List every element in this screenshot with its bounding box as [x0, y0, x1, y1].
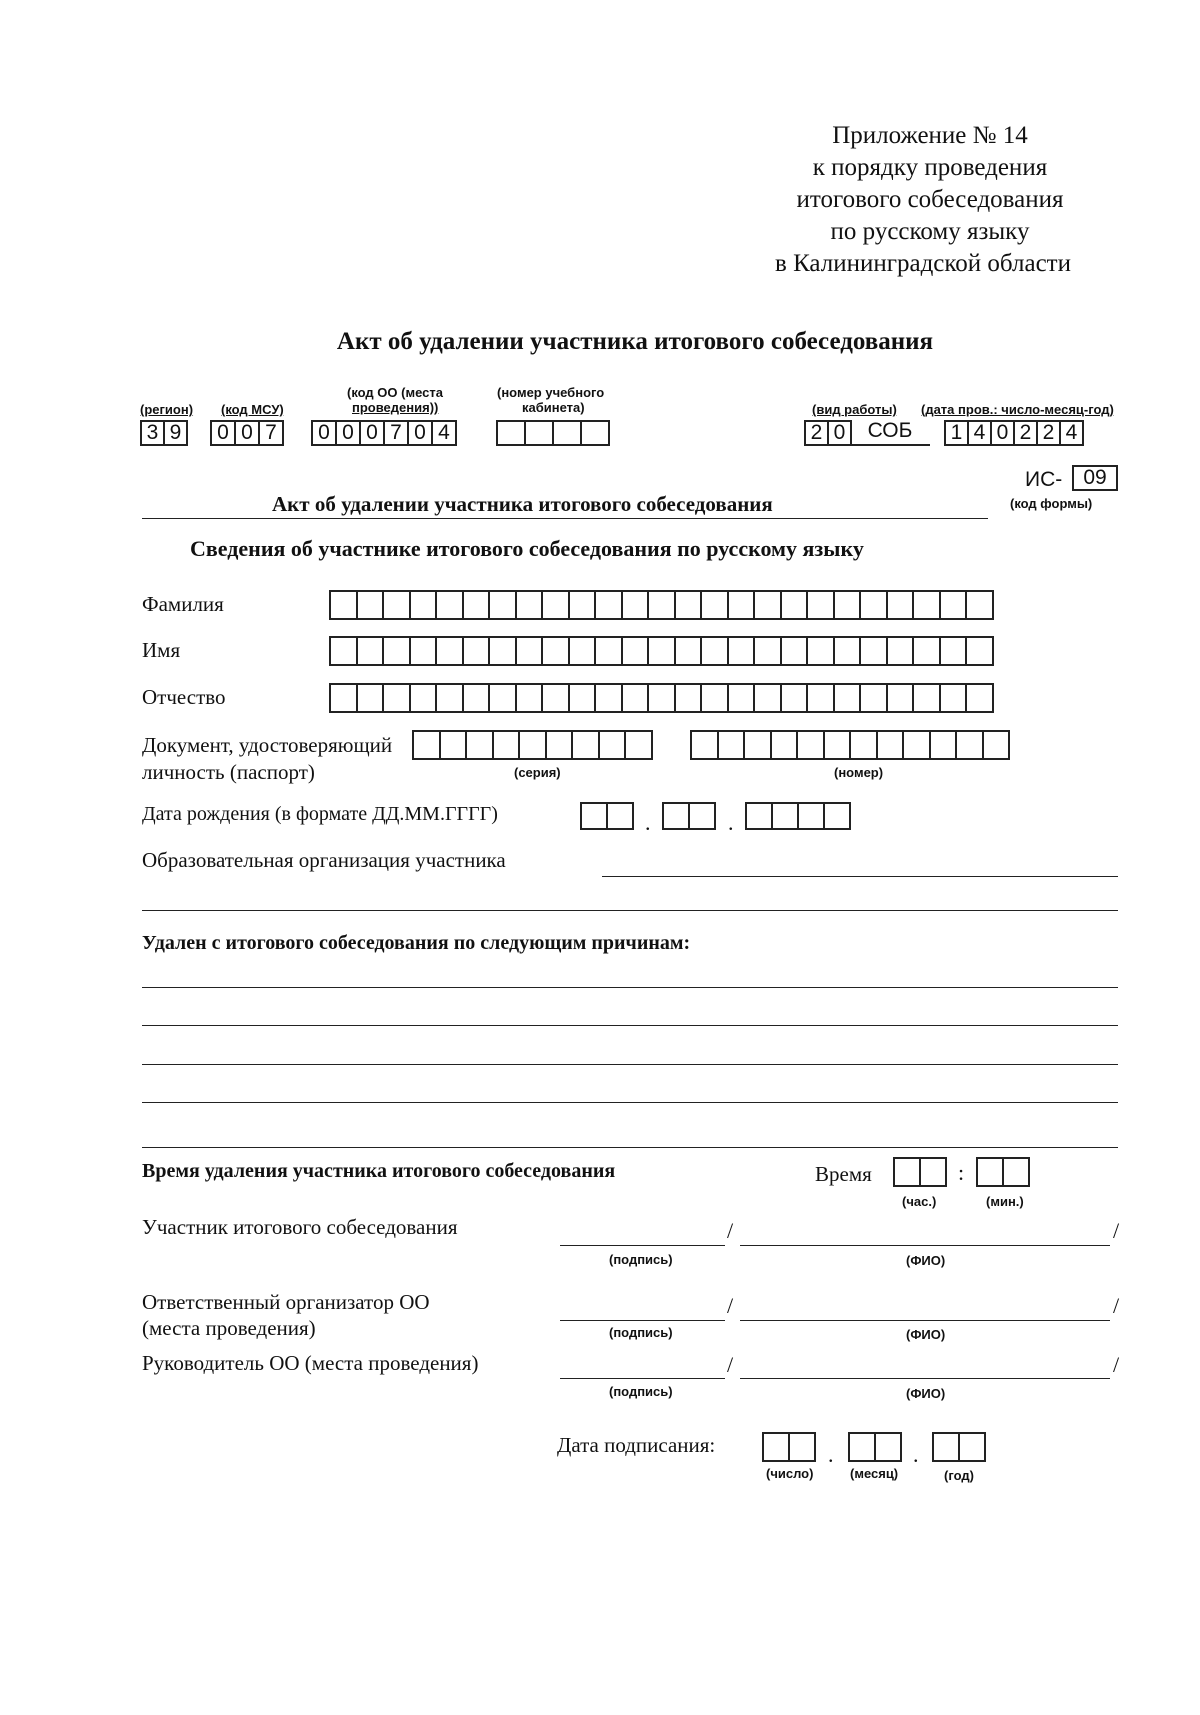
birth-month-cell[interactable] [662, 802, 690, 830]
organizer-fio-caption: (ФИО) [906, 1327, 946, 1342]
form-code-cell: 09 [1072, 465, 1118, 491]
signing-day-cell[interactable] [788, 1432, 816, 1462]
organizer-slash-1: / [727, 1293, 734, 1318]
surname-cells[interactable] [329, 590, 994, 620]
organization-line-2[interactable] [142, 910, 1118, 911]
head-signature-line[interactable] [560, 1378, 725, 1379]
signing-year-cell[interactable] [958, 1432, 986, 1462]
participant-signature-caption: (подпись) [609, 1252, 673, 1267]
room-cell[interactable] [552, 420, 582, 446]
letter-cell[interactable] [624, 730, 653, 760]
letter-cell[interactable] [594, 590, 623, 620]
work-type-label: (вид работы) [812, 402, 897, 417]
region-cell: 3 [140, 420, 165, 446]
birth-year-cell[interactable] [771, 802, 799, 830]
letter-cell[interactable] [435, 636, 464, 666]
hours-label: (час.) [902, 1194, 937, 1209]
msu-cells [210, 420, 284, 446]
signing-month-cell[interactable] [848, 1432, 876, 1462]
room-cell[interactable] [524, 420, 554, 446]
reason-line-1[interactable] [142, 987, 1118, 988]
organizer-sign-label-1: Ответственный организатор ОО [142, 1290, 430, 1314]
letter-cell[interactable] [541, 683, 570, 713]
signing-year-cell[interactable] [932, 1432, 960, 1462]
letter-cell[interactable] [545, 730, 574, 760]
signing-day-cells[interactable] [762, 1432, 816, 1462]
letter-cell[interactable] [780, 590, 809, 620]
organizer-fio-line[interactable] [740, 1320, 1110, 1321]
appendix-line-5: в Калининградской области [775, 250, 1071, 277]
letter-cell[interactable] [356, 683, 385, 713]
letter-cell[interactable] [753, 683, 782, 713]
main-title: Акт об удалении участника итогового собеседования [336, 328, 934, 355]
oo-cell: 0 [311, 420, 337, 446]
room-cell[interactable] [496, 420, 526, 446]
birth-month-cells[interactable] [662, 802, 716, 830]
letter-cell[interactable] [571, 730, 600, 760]
participant-sign-label: Участник итогового собеседования [142, 1215, 458, 1239]
letter-cell[interactable] [621, 683, 650, 713]
participant-slash-1: / [727, 1218, 734, 1243]
oo-cell: 0 [407, 420, 433, 446]
head-sign-label: Руководитель ОО (места проведения) [142, 1351, 479, 1375]
participant-signature-line[interactable] [560, 1245, 725, 1246]
signing-month-label: (месяц) [850, 1466, 899, 1481]
letter-cell[interactable] [727, 590, 756, 620]
series-label: (серия) [514, 765, 561, 780]
room-cell[interactable] [580, 420, 610, 446]
msu-cell: 7 [258, 420, 284, 446]
letter-cell[interactable] [621, 590, 650, 620]
letter-cell[interactable] [833, 683, 862, 713]
letter-cell[interactable] [833, 636, 862, 666]
letter-cell[interactable] [598, 730, 627, 760]
date-cell: 1 [944, 420, 969, 446]
letter-cell[interactable] [462, 636, 491, 666]
letter-cell[interactable] [753, 636, 782, 666]
birthdate-label: Дата рождения (в формате ДД.ММ.ГГГГ) [142, 803, 498, 825]
room-label-1: (номер учебного [497, 385, 605, 400]
subtitle-line [142, 518, 988, 519]
letter-cell[interactable] [329, 683, 358, 713]
letter-cell[interactable] [329, 590, 358, 620]
letter-cell[interactable] [541, 590, 570, 620]
signing-year-label: (год) [944, 1468, 974, 1483]
letter-cell[interactable] [488, 636, 517, 666]
organizer-signature-line[interactable] [560, 1320, 725, 1321]
time-colon: : [958, 1160, 965, 1185]
signing-sep-1: . [828, 1442, 834, 1467]
letter-cell[interactable] [965, 636, 994, 666]
birth-day-cells[interactable] [580, 802, 634, 830]
work-type-cell: 0 [827, 420, 852, 446]
birth-day-cell[interactable] [606, 802, 634, 830]
document-label-2: личность (паспорт) [142, 760, 315, 784]
birth-year-cell[interactable] [797, 802, 825, 830]
letter-cell[interactable] [382, 636, 411, 666]
oo-label-1: (код ОО (места [347, 385, 443, 400]
reasons-heading: Удален с итогового собеседования по следующим причинам: [142, 932, 691, 954]
letter-cell[interactable] [488, 683, 517, 713]
date-cell: 4 [967, 420, 992, 446]
organization-label: Образовательная организация участника [142, 848, 506, 872]
letter-cell[interactable] [859, 683, 888, 713]
letter-cell[interactable] [902, 730, 931, 760]
letter-cell[interactable] [912, 683, 941, 713]
letter-cell[interactable] [382, 683, 411, 713]
letter-cell[interactable] [412, 730, 441, 760]
letter-cell[interactable] [833, 590, 862, 620]
reason-line-3[interactable] [142, 1064, 1118, 1065]
letter-cell[interactable] [541, 636, 570, 666]
reason-line-2[interactable] [142, 1025, 1118, 1026]
letter-cell[interactable] [674, 590, 703, 620]
letter-cell[interactable] [780, 636, 809, 666]
minutes-label: (мин.) [986, 1194, 1024, 1209]
oo-cell: 7 [383, 420, 409, 446]
letter-cell[interactable] [823, 730, 852, 760]
region-cell: 9 [163, 420, 188, 446]
letter-cell[interactable] [465, 730, 494, 760]
letter-cell[interactable] [647, 683, 676, 713]
form-code-box [1072, 465, 1118, 491]
birth-year-cell[interactable] [823, 802, 851, 830]
document-label-1: Документ, удостоверяющий [142, 733, 393, 757]
letter-cell[interactable] [515, 636, 544, 666]
letter-cell[interactable] [356, 590, 385, 620]
letter-cell[interactable] [409, 636, 438, 666]
letter-cell[interactable] [753, 590, 782, 620]
work-code-cell: СОБ [850, 420, 930, 446]
letter-cell[interactable] [488, 590, 517, 620]
letter-cell[interactable] [647, 636, 676, 666]
participant-fio-line[interactable] [740, 1245, 1110, 1246]
letter-cell[interactable] [886, 636, 915, 666]
signing-year-cells[interactable] [932, 1432, 986, 1462]
letter-cell[interactable] [876, 730, 905, 760]
letter-cell[interactable] [770, 730, 799, 760]
head-slash-2: / [1113, 1352, 1120, 1377]
date-cell: 2 [1013, 420, 1038, 446]
letter-cell[interactable] [568, 683, 597, 713]
letter-cell[interactable] [594, 636, 623, 666]
oo-cell: 0 [359, 420, 385, 446]
letter-cell[interactable] [806, 683, 835, 713]
region-cells [140, 420, 188, 446]
letter-cell[interactable] [912, 636, 941, 666]
msu-cell: 0 [234, 420, 260, 446]
removal-time-heading: Время удаления участника итогового собеседования [142, 1160, 616, 1182]
name-label: Имя [142, 638, 181, 662]
signing-month-cells[interactable] [848, 1432, 902, 1462]
letter-cell[interactable] [717, 730, 746, 760]
participant-fio-caption: (ФИО) [906, 1253, 946, 1268]
letter-cell[interactable] [982, 730, 1011, 760]
letter-cell[interactable] [886, 590, 915, 620]
letter-cell[interactable] [743, 730, 772, 760]
letter-cell[interactable] [515, 590, 544, 620]
subtitle: Акт об удалении участника итогового собеседования [272, 492, 773, 516]
signing-sep-2: . [913, 1442, 919, 1467]
letter-cell[interactable] [727, 683, 756, 713]
organization-line-1[interactable] [602, 876, 1118, 877]
appendix-line-2: к порядку проведения [812, 154, 1048, 181]
oo-cell: 4 [431, 420, 457, 446]
letter-cell[interactable] [462, 683, 491, 713]
room-cells [496, 420, 610, 446]
letter-cell[interactable] [409, 590, 438, 620]
birth-sep-1: . [645, 810, 651, 835]
birth-year-cell[interactable] [745, 802, 773, 830]
signing-day-label: (число) [766, 1466, 814, 1481]
birth-month-cell[interactable] [688, 802, 716, 830]
surname-label: Фамилия [142, 592, 224, 616]
signing-date-label: Дата подписания: [557, 1433, 716, 1457]
letter-cell[interactable] [435, 590, 464, 620]
letter-cell[interactable] [439, 730, 468, 760]
letter-cell[interactable] [518, 730, 547, 760]
date-cell: 2 [1036, 420, 1061, 446]
letter-cell[interactable] [859, 590, 888, 620]
room-label-2: кабинета) [522, 400, 585, 415]
minute-cell[interactable] [1002, 1157, 1030, 1187]
minutes-cells[interactable] [976, 1157, 1030, 1187]
head-signature-caption: (подпись) [609, 1384, 673, 1399]
organizer-slash-2: / [1113, 1293, 1120, 1318]
letter-cell[interactable] [939, 590, 968, 620]
date-cell: 4 [1059, 420, 1084, 446]
letter-cell[interactable] [568, 590, 597, 620]
letter-cell[interactable] [929, 730, 958, 760]
letter-cell[interactable] [594, 683, 623, 713]
hours-cells[interactable] [893, 1157, 947, 1187]
patronymic-label: Отчество [142, 685, 226, 709]
letter-cell[interactable] [806, 636, 835, 666]
birth-sep-2: . [728, 810, 734, 835]
msu-label: (код МСУ) [221, 402, 284, 417]
head-slash-1: / [727, 1352, 734, 1377]
letter-cell[interactable] [700, 590, 729, 620]
appendix-line-1: Приложение № 14 [832, 122, 1028, 149]
region-label: (регион) [140, 402, 194, 417]
letter-cell[interactable] [674, 636, 703, 666]
letter-cell[interactable] [939, 683, 968, 713]
letter-cell[interactable] [700, 636, 729, 666]
appendix-line-3: итогового собеседования [796, 186, 1064, 213]
letter-cell[interactable] [329, 636, 358, 666]
letter-cell[interactable] [621, 636, 650, 666]
document-series-cells[interactable] [412, 730, 653, 760]
head-fio-line[interactable] [740, 1378, 1110, 1379]
signing-month-cell[interactable] [874, 1432, 902, 1462]
appendix-block [760, 120, 1100, 280]
msu-cell: 0 [210, 420, 236, 446]
date-cells [944, 420, 1084, 446]
date-cell: 0 [990, 420, 1015, 446]
document-number-cells[interactable] [690, 730, 1010, 760]
letter-cell[interactable] [780, 683, 809, 713]
letter-cell[interactable] [409, 683, 438, 713]
hour-cell[interactable] [893, 1157, 921, 1187]
letter-cell[interactable] [700, 683, 729, 713]
name-cells[interactable] [329, 636, 994, 666]
letter-cell[interactable] [965, 683, 994, 713]
birth-year-cells[interactable] [745, 802, 851, 830]
number-label: (номер) [834, 765, 884, 780]
oo-cell: 0 [335, 420, 361, 446]
letter-cell[interactable] [462, 590, 491, 620]
hour-cell[interactable] [919, 1157, 947, 1187]
letter-cell[interactable] [806, 590, 835, 620]
time-label: Время [815, 1162, 872, 1186]
section-participant-heading: Сведения об участнике итогового собеседования по русскому языку [190, 536, 864, 561]
letter-cell[interactable] [690, 730, 719, 760]
date-label: (дата пров.: число-месяц-год) [921, 402, 1114, 417]
letter-cell[interactable] [965, 590, 994, 620]
letter-cell[interactable] [955, 730, 984, 760]
letter-cell[interactable] [674, 683, 703, 713]
letter-cell[interactable] [382, 590, 411, 620]
oo-cells [311, 420, 457, 446]
organizer-sign-label-2: (места проведения) [142, 1316, 316, 1340]
organizer-signature-caption: (подпись) [609, 1325, 673, 1340]
letter-cell[interactable] [515, 683, 544, 713]
participant-slash-2: / [1113, 1218, 1120, 1243]
oo-label-2: проведения)) [352, 400, 439, 415]
work-type-cell: 2 [804, 420, 829, 446]
form-code-label: (код формы) [1010, 496, 1093, 511]
birth-day-cell[interactable] [580, 802, 608, 830]
letter-cell[interactable] [886, 683, 915, 713]
letter-cell[interactable] [356, 636, 385, 666]
letter-cell[interactable] [727, 636, 756, 666]
minute-cell[interactable] [976, 1157, 1004, 1187]
patronymic-cells[interactable] [329, 683, 994, 713]
letter-cell[interactable] [849, 730, 878, 760]
letter-cell[interactable] [435, 683, 464, 713]
letter-cell[interactable] [796, 730, 825, 760]
form-prefix: ИС- [1025, 468, 1063, 491]
letter-cell[interactable] [859, 636, 888, 666]
letter-cell[interactable] [647, 590, 676, 620]
letter-cell[interactable] [912, 590, 941, 620]
reason-line-5[interactable] [142, 1147, 1118, 1148]
reason-line-4[interactable] [142, 1102, 1118, 1103]
letter-cell[interactable] [492, 730, 521, 760]
letter-cell[interactable] [939, 636, 968, 666]
work-type-cells [804, 420, 930, 446]
letter-cell[interactable] [568, 636, 597, 666]
head-fio-caption: (ФИО) [906, 1386, 946, 1401]
appendix-line-4: по русскому языку [830, 218, 1030, 245]
signing-day-cell[interactable] [762, 1432, 790, 1462]
